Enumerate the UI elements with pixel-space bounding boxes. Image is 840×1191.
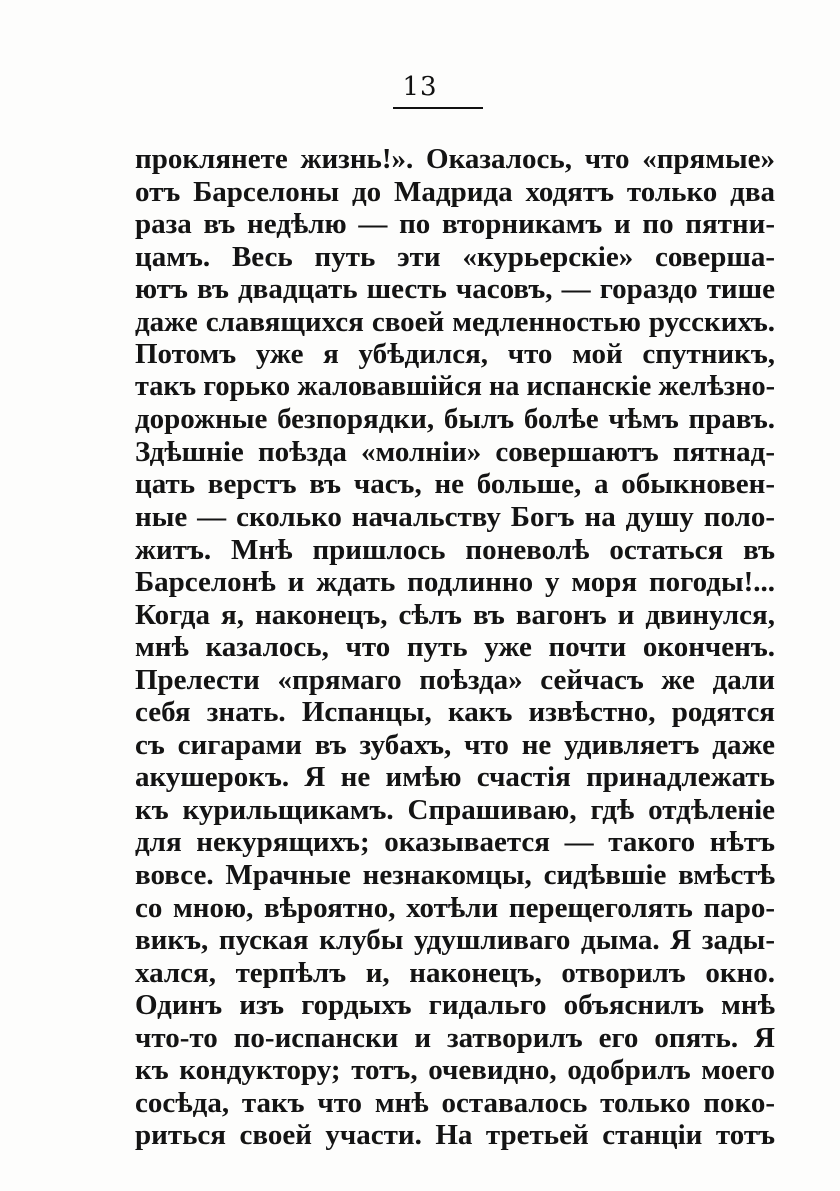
- text-line: къ курильщикамъ. Спрашиваю, гдѣ отдѣленіе: [135, 793, 775, 826]
- text-line: житъ. Мнѣ пришлось поневолѣ остаться въ: [135, 533, 775, 566]
- text-line: викъ, пуская клубы удушливаго дыма. Я зады-: [135, 924, 775, 957]
- text-line: мнѣ казалось, что путь уже почти оконченъ.: [135, 631, 775, 664]
- text-line: съ сигарами въ зубахъ, что не удивляетъ даже: [135, 728, 775, 761]
- text-line: такъ горько жаловавшійся на испанскіе желѣзно-: [135, 370, 775, 402]
- body-text: [135, 143, 775, 1152]
- text-line: Потомъ уже я убѣдился, что мой спутникъ,: [135, 338, 775, 371]
- text-line: даже славящихся своей медленностью русскихъ.: [135, 305, 775, 338]
- text-line: для некурящихъ; оказывается — такого нѣтъ: [135, 826, 775, 859]
- text-line: себя знать. Испанцы, какъ извѣстно, родятся: [135, 696, 775, 729]
- text-line: Барселонѣ и ждать подлинно у моря погоды!...: [135, 566, 775, 599]
- text-line: акушерокъ. Я не имѣю счастія принадлежать: [135, 761, 775, 794]
- text-line: Когда я, наконецъ, сѣлъ въ вагонъ и двинулся,: [135, 598, 775, 631]
- text-line: цать верстъ въ часъ, не больше, а обыкновен-: [135, 468, 775, 501]
- text-line: вовсе. Мрачные незнакомцы, сидѣвшіе вмѣстѣ: [135, 859, 775, 892]
- text-line: сосѣда, такъ что мнѣ оставалось только поко-: [135, 1086, 775, 1119]
- text-line: отъ Барселоны до Мадрида ходятъ только два: [135, 175, 775, 208]
- header-rule: [393, 107, 483, 109]
- text-line: Прелести «прямаго поѣзда» сейчасъ же дали: [135, 663, 775, 696]
- text-line: хался, терпѣлъ и, наконецъ, отворилъ окно.: [135, 956, 775, 989]
- text-line: риться своей участи. На третьей станціи тотъ: [135, 1119, 775, 1152]
- text-line: что-то по-испански и затворилъ его опять. Я: [135, 1021, 775, 1054]
- text-line: Одинъ изъ гордыхъ гидальго объяснилъ мнѣ: [135, 989, 775, 1022]
- text-line: къ кондуктору; тотъ, очевидно, одобрилъ моего: [135, 1054, 775, 1087]
- text-line: ютъ въ двадцать шесть часовъ, — гораздо тише: [135, 273, 775, 306]
- text-line: дорожные безпорядки, былъ болѣе чѣмъ правъ.: [135, 403, 775, 436]
- text-line: проклянете жизнь!». Оказалось, что «прямые»: [135, 143, 775, 175]
- text-line: цамъ. Весь путь эти «курьерскіе» соверша-: [135, 240, 775, 273]
- text-line: Здѣшніе поѣзда «молніи» совершаютъ пятнад-: [135, 435, 775, 468]
- text-line: ные — сколько начальству Богъ на душу поло-: [135, 501, 775, 534]
- page-number: 13: [402, 72, 438, 102]
- text-line: раза въ недѣлю — по вторникамъ и по пятни-: [135, 208, 775, 241]
- text-line: со мною, вѣроятно, хотѣли перещеголять паро-: [135, 891, 775, 924]
